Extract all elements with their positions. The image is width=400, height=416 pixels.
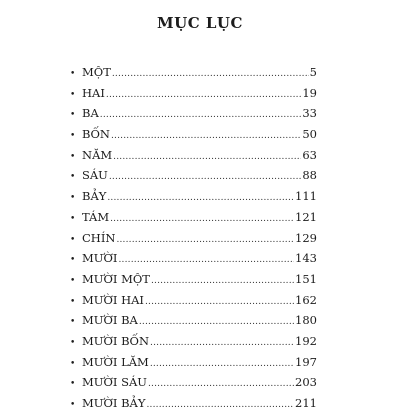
bullet-icon: • xyxy=(70,400,76,410)
toc-entry-2[interactable] xyxy=(70,83,317,104)
toc-entry-page: 192 xyxy=(295,333,317,348)
toc-entry-page: 121 xyxy=(295,209,317,224)
toc-entry-4[interactable] xyxy=(70,124,317,145)
toc-entry-page: 19 xyxy=(302,85,317,100)
bullet-icon: • xyxy=(70,296,76,307)
toc-entry-9[interactable] xyxy=(70,228,317,249)
dot-leader xyxy=(145,290,294,313)
dot-leader xyxy=(151,269,294,292)
toc-entry-12[interactable] xyxy=(70,290,317,311)
toc-entry-10[interactable] xyxy=(70,248,317,269)
bullet-icon: • xyxy=(70,172,76,183)
toc-list xyxy=(70,62,317,414)
toc-entry-label: MƯỜI LĂM xyxy=(82,354,149,369)
toc-entry-label: BẢY xyxy=(82,189,107,204)
toc-entry-page: 143 xyxy=(295,251,317,266)
toc-entry-11[interactable] xyxy=(70,269,317,290)
toc-entry-6[interactable] xyxy=(70,165,317,186)
toc-entry-13[interactable] xyxy=(70,310,317,331)
dot-leader xyxy=(146,393,294,416)
bullet-icon: • xyxy=(70,255,76,266)
dot-leader xyxy=(113,145,301,168)
bullet-icon: • xyxy=(70,151,76,162)
dot-leader xyxy=(116,228,294,251)
dot-leader xyxy=(106,83,301,106)
toc-entry-page: 129 xyxy=(295,230,317,245)
toc-entry-label: SÁU xyxy=(82,168,108,183)
toc-entry-page: 88 xyxy=(302,168,317,183)
bullet-icon: • xyxy=(70,69,76,79)
dot-leader xyxy=(112,62,309,85)
toc-entry-page: 162 xyxy=(295,292,317,307)
bullet-icon: • xyxy=(70,89,76,100)
toc-entry-5[interactable] xyxy=(70,145,317,166)
toc-entry-label: MỘT xyxy=(82,65,111,79)
toc-entry-7[interactable] xyxy=(70,186,317,207)
toc-entry-label: MƯỜI BỐN xyxy=(82,333,150,348)
toc-entry-label: HAI xyxy=(82,85,105,100)
toc-entry-page: 33 xyxy=(302,106,317,121)
toc-entry-page: 211 xyxy=(295,396,317,410)
toc-entry-label: BA xyxy=(82,106,99,121)
bullet-icon: • xyxy=(70,110,76,121)
toc-entry-page: 151 xyxy=(295,271,317,286)
dot-leader xyxy=(100,103,302,126)
dot-leader xyxy=(107,186,294,209)
toc-entry-page: 203 xyxy=(295,375,317,390)
toc-entry-label: MƯỜI SÁU xyxy=(82,375,147,390)
toc-entry-label: MƯỜI xyxy=(82,251,118,266)
bullet-icon: • xyxy=(70,234,76,245)
dot-leader xyxy=(150,331,294,354)
bullet-icon: • xyxy=(70,317,76,328)
toc-entry-label: BỐN xyxy=(82,127,110,142)
dot-leader xyxy=(148,372,294,395)
toc-entry-page: 63 xyxy=(302,147,317,162)
dot-leader xyxy=(150,352,294,375)
toc-entry-1[interactable] xyxy=(70,62,317,83)
toc-entry-14[interactable] xyxy=(70,331,317,352)
bullet-icon: • xyxy=(70,337,76,348)
toc-entry-3[interactable] xyxy=(70,103,317,124)
toc-entry-label: MƯỜI BA xyxy=(82,313,138,328)
dot-leader xyxy=(110,207,294,230)
toc-title: MỤC LỤC xyxy=(157,14,243,32)
toc-entry-15[interactable] xyxy=(70,352,317,373)
toc-entry-page: 50 xyxy=(302,127,317,142)
bullet-icon: • xyxy=(70,379,76,390)
dot-leader xyxy=(139,310,294,333)
toc-entry-label: TÁM xyxy=(82,209,110,224)
dot-leader xyxy=(111,124,301,147)
toc-entry-label: CHÍN xyxy=(82,230,116,245)
toc-entry-page: 111 xyxy=(295,189,317,204)
bullet-icon: • xyxy=(70,275,76,286)
toc-entry-label: MƯỜI HAI xyxy=(82,292,144,307)
bullet-icon: • xyxy=(70,213,76,224)
toc-entry-page: 180 xyxy=(295,313,317,328)
toc-entry-page: 5 xyxy=(309,65,317,79)
toc-entry-16[interactable] xyxy=(70,372,317,393)
toc-entry-8[interactable] xyxy=(70,207,317,228)
toc-entry-17[interactable] xyxy=(70,393,317,414)
bullet-icon: • xyxy=(70,193,76,204)
dot-leader xyxy=(109,165,301,188)
bullet-icon: • xyxy=(70,131,76,142)
toc-entry-label: MƯỜI BẢY xyxy=(82,396,146,410)
toc-entry-page: 197 xyxy=(295,354,317,369)
bullet-icon: • xyxy=(70,358,76,369)
toc-entry-label: MƯỜI MỘT xyxy=(82,271,150,286)
toc-entry-label: NĂM xyxy=(82,147,113,162)
dot-leader xyxy=(118,248,294,271)
